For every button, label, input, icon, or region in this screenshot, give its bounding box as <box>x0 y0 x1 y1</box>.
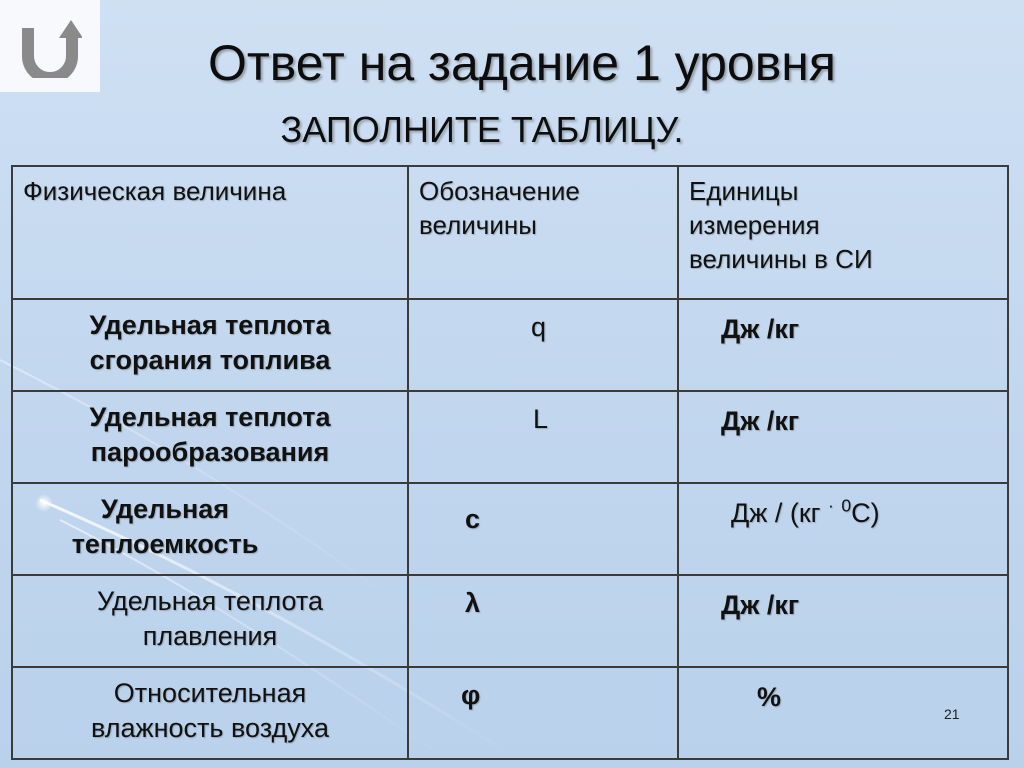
table-row <box>12 575 1008 667</box>
quantity-unit: % <box>678 667 1008 759</box>
quantity-symbol: с <box>408 483 678 575</box>
table-row <box>12 483 1008 575</box>
table-row <box>12 299 1008 391</box>
quantity-symbol: φ <box>408 667 678 759</box>
quantity-symbol: q <box>408 299 678 391</box>
quantity-symbol: λ <box>408 575 678 667</box>
header-unit: Единицы измерения величины в СИ <box>678 166 1008 299</box>
quantity-name: Удельная теплота плавления <box>12 575 408 667</box>
header-symbol: Обозначение величины <box>408 166 678 299</box>
table-header-row <box>12 166 1008 299</box>
answer-table <box>11 165 1009 760</box>
quantity-unit: Дж /кг <box>678 575 1008 667</box>
slide-number: 21 <box>944 706 960 722</box>
quantity-unit: Дж / (кг · $^0$С) <box>678 483 1008 575</box>
quantity-symbol: L <box>408 391 678 483</box>
quantity-unit: Дж /кг <box>678 299 1008 391</box>
quantity-unit: Дж /кг <box>678 391 1008 483</box>
table-row <box>12 667 1008 759</box>
quantity-name: Удельная теплота сгорания топлива <box>12 299 408 391</box>
header-quantity: Физическая величина <box>12 166 408 299</box>
slide-subtitle: ЗАПОЛНИТЕ ТАБЛИЦУ. <box>280 109 684 150</box>
quantity-name: Относительная влажность воздуха <box>12 667 408 759</box>
quantity-name: Удельная теплота парообразования <box>12 391 408 483</box>
slide-title: Ответ на задание 1 уровня <box>207 35 836 91</box>
quantity-name: Удельная теплоемкость <box>12 483 408 575</box>
table-row <box>12 391 1008 483</box>
